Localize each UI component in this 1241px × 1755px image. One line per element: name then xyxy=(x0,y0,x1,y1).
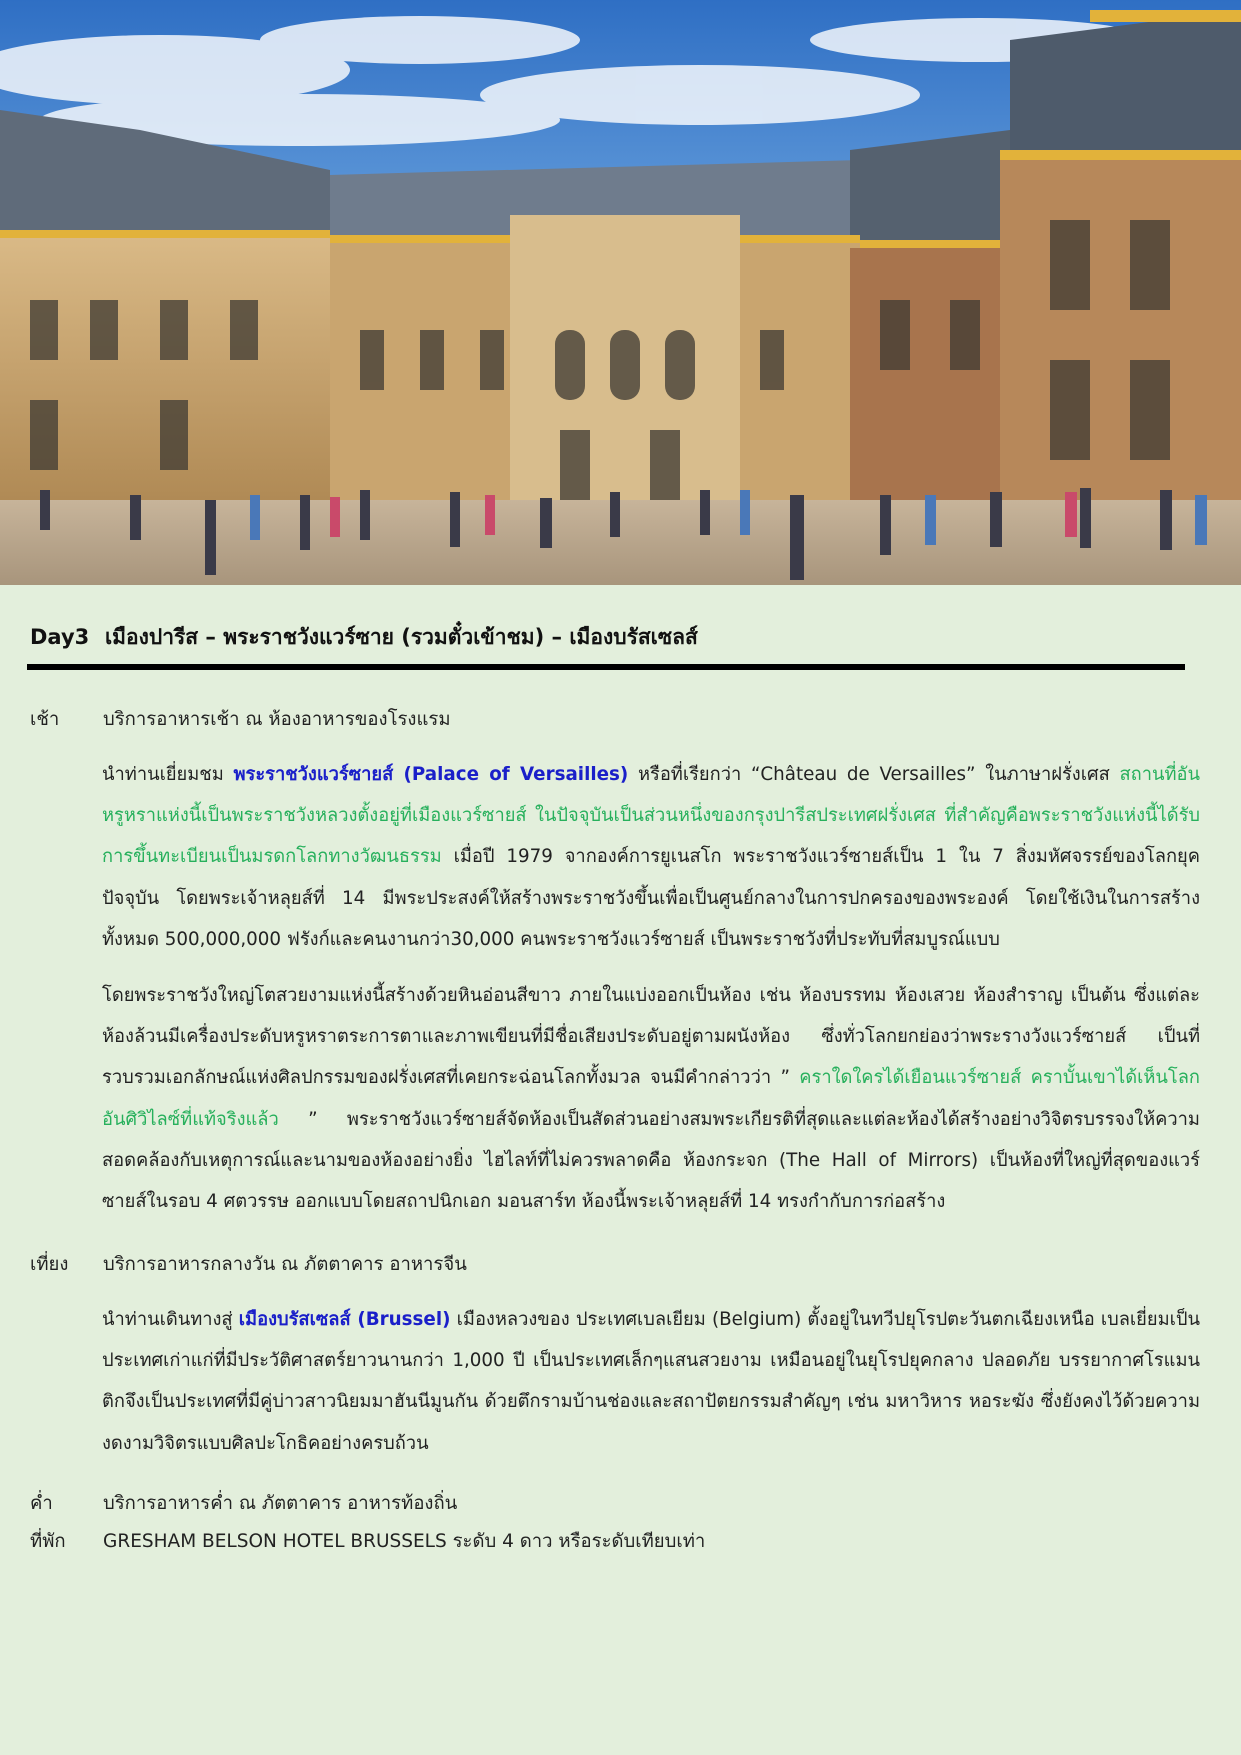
hero-photo xyxy=(0,0,1241,585)
brussels-highlight: เมืองบรัสเซลส์ (Brussel) xyxy=(238,1309,451,1330)
hotel-label: ที่พัก xyxy=(30,1531,66,1552)
versailles-green-note: สถานที่อันหรูหราแห่งนี้เป็นพระราชวังหลวงตั้งอยู่ที่เมืองแวร์ซายส์ ในปัจจุบันเป็นส่วนหนึ่งของกรุงปารีสประเทศฝรั่งเศส ที่สำคัญคือพระราชวังแห่งนี้ได้รับการขึ้นทะเบียนเป็นมรดกโลกทางวัฒนธรรม xyxy=(102,764,1200,868)
lunch-row xyxy=(30,1250,467,1279)
versailles-quote: คราใดใครได้เยือนแวร์ซายส์ คราบั้นเขาได้เห็นโลกอันศิวิไลซ์ที่แท้จริงแล้ว xyxy=(102,1067,1200,1130)
para1-text-c: เมื่อปี 1979 จากองค์การยูเนสโก พระราชวังแวร์ซายส์เป็น 1 ใน 7 สิ่งมหัศจรรย์ของโลกยุคปัจจุบัน โดยพระเจ้าหลุยส์ที่ 14 มีพระประสงค์ให้สร้างพระราชวังขึ้นเพื่อเป็นศูนย์กลางในการปกครองของพระองค์ โดยใช้เงินในการสร้างทั้งหมด 500,000,000 ฟรังก์และคนงานกว่า30,000 คนพระราชวังแวร์ซายส์ เป็นพระราชวังที่ประทับที่สมบูรณ์แบบ xyxy=(102,846,1200,950)
dinner-label: ค่ำ xyxy=(30,1493,53,1514)
lunch-text: บริการอาหารกลางวัน ณ ภัตตาคาร อาหารจีน xyxy=(103,1254,467,1275)
para3-text-b: เมืองหลวงของ ประเทศเบลเยียม (Belgium) ตั้งอยู่ในทวีปยุโรปตะวันตกเฉียงเหนือ เบลเยี่ยมเป็นประเทศเก่าแก่ที่มีประวัติศาสตร์ยาวนานกว่า 1,000 ปี เป็นประเทศเล็กๆแสนสวยงาม เหมือนอยู่ในยุโรปยุคกลาง ปลอดภัย บรรยากาศโรแมนติกจึงเป็นประเทศที่มีคู่บ่าวสาวนิยมมาฮันนีมูนกัน ด้วยตึกรามบ้านช่องและสถาปัตยกรรมสำคัญๆ เช่น มหาวิหาร หอระฆัง ซึ่งยังคงไว้ด้วยความงดงามวิจิตรแบบศิลปะโกธิคอย่างครบถ้วน xyxy=(102,1309,1201,1454)
breakfast-row xyxy=(30,705,451,734)
versailles-description xyxy=(102,754,1200,960)
para3-text-a: นำท่านเดินทางสู่ xyxy=(102,1309,239,1330)
dinner-text: บริการอาหารค่ำ ณ ภัตตาคาร อาหารท้องถิ่น xyxy=(103,1493,458,1514)
heading-divider xyxy=(27,664,1185,670)
para1-text-a: นำท่านเยี่ยมชม xyxy=(102,764,234,785)
dinner-row xyxy=(30,1489,457,1518)
breakfast-label: เช้า xyxy=(30,709,60,730)
para1-text-b: หรือที่เรียกว่า “Château de Versailles” ในภาษาฝรั่งเศส xyxy=(628,764,1120,785)
para2-text-a: โดยพระราชวังใหญ่โตสวยงามแห่งนี้สร้างด้วยหินอ่อนสีขาว ภายในแบ่งออกเป็นห้อง เช่น ห้องบรรทม ห้องเสวย ห้องสำราญ เป็นต้น ซึ่งแต่ละห้องล้วนมีเครื่องประดับหรูหราตระการตาและภาพเขียนที่มีชื่อเสียงประดับอยู่ตามผนังห้อง ซึ่งทั่วโลกยกย่องว่าพระรางวังแวร์ซายส์ เป็นที่รวบรวมเอกลักษณ์แห่งศิลปกรรมของฝรั่งเศสที่เคยกระฉ่อนโลกทั้งมวล จนมีคำกล่าวว่า ” xyxy=(102,985,1200,1089)
para2-text-b: ” พระราชวังแวร์ซายส์จัดห้องเป็นสัดส่วนอย่างสมพระเกียรติที่สุดและแต่ละห้องได้สร้างอย่างวิจิตรบรรจงให้ความสอดคล้องกับเหตุการณ์และนามของห้องอย่างยิ่ง ไฮไลท์ที่ไม่ควรพลาดคือ ห้องกระจก (The Hall of Mirrors) เป็นห้องที่ใหญ่ที่สุดของแวร์ซายส์ในรอบ 4 ศตวรรษ ออกแบบโดยสถาปนิกเอก มอนสาร์ท ห้องนี้พระเจ้าหลุยส์ที่ 14 ทรงกำกับการก่อสร้าง xyxy=(102,1108,1200,1213)
day-heading xyxy=(30,621,1180,654)
lunch-label: เที่ยง xyxy=(30,1254,69,1275)
versailles-highlight: พระราชวังแวร์ซายส์ (Palace of Versailles) xyxy=(233,764,629,785)
versailles-palace-illustration xyxy=(0,0,1241,585)
day-title: เมืองปารีส – พระราชวังแวร์ซาย (รวมตั๋วเข้าชม) – เมืองบรัสเซลส์ xyxy=(105,625,698,649)
breakfast-text: บริการอาหารเช้า ณ ห้องอาหารของโรงแรม xyxy=(103,709,451,730)
versailles-rooms-description xyxy=(102,975,1200,1222)
hotel-row xyxy=(30,1527,705,1556)
brussels-description xyxy=(102,1299,1200,1464)
day-number: Day3 xyxy=(30,625,90,649)
hotel-text: GRESHAM BELSON HOTEL BRUSSELS ระดับ 4 ดาว หรือระดับเทียบเท่า xyxy=(103,1531,706,1552)
